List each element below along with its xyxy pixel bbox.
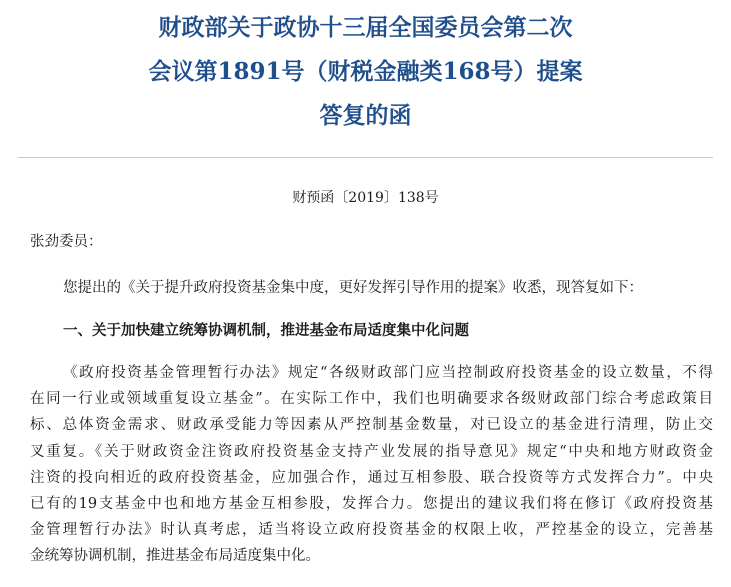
document-title-line-2: 会议第1891号（财税金融类168号）提案: [148, 58, 583, 85]
document-title-line-3: 答复的函: [319, 102, 412, 129]
title-divider: [18, 157, 713, 158]
document-number: 财预函〔2019〕138号: [292, 190, 439, 206]
body-line: 已有的19支基金中也和地方基金互相参股，发挥合力。您提出的建议我们将在修订《政府投资基: [30, 495, 713, 512]
body-line: 金管理暂行办法》时认真考虑，适当将设立政府投资基金的权限上收，严控基金的设立，完善基: [30, 522, 713, 539]
body-line: 注资的投向相近的政府投资基金，应加强合作，通过互相参股、联合投资等方式发挥合力”。中央: [30, 469, 713, 486]
body-line: 叉重复。《关于财政资金注资政府投资基金支持产业发展的指导意见》规定“中央和地方财政资金: [30, 443, 713, 460]
body-paragraph: [30, 363, 713, 573]
body-line: 金统筹协调机制，推进基金布局适度集中化。: [30, 548, 320, 565]
body-line: 在同一行业或领域重复设立基金”。在实际工作中，我们也明确要求各级财政部门综合考虑政策目: [30, 391, 713, 408]
body-line: 标、总体资金需求、财政承受能力等因素从严控制基金数量，对已设立的基金进行清理，防止交: [30, 417, 713, 434]
intro-paragraph: 您提出的《关于提升政府投资基金集中度，更好发挥引导作用的提案》收悉，现答复如下：: [63, 280, 643, 296]
section-heading: 一、关于加快建立统筹协调机制，推进基金布局适度集中化问题: [63, 322, 469, 339]
salutation: 张劲委员：: [30, 234, 103, 250]
document-title-line-1: 财政部关于政协十三届全国委员会第二次: [158, 14, 573, 41]
body-line: 《政府投资基金管理暂行办法》规定“各级财政部门应当控制政府投资基金的设立数量，不得: [63, 365, 713, 381]
